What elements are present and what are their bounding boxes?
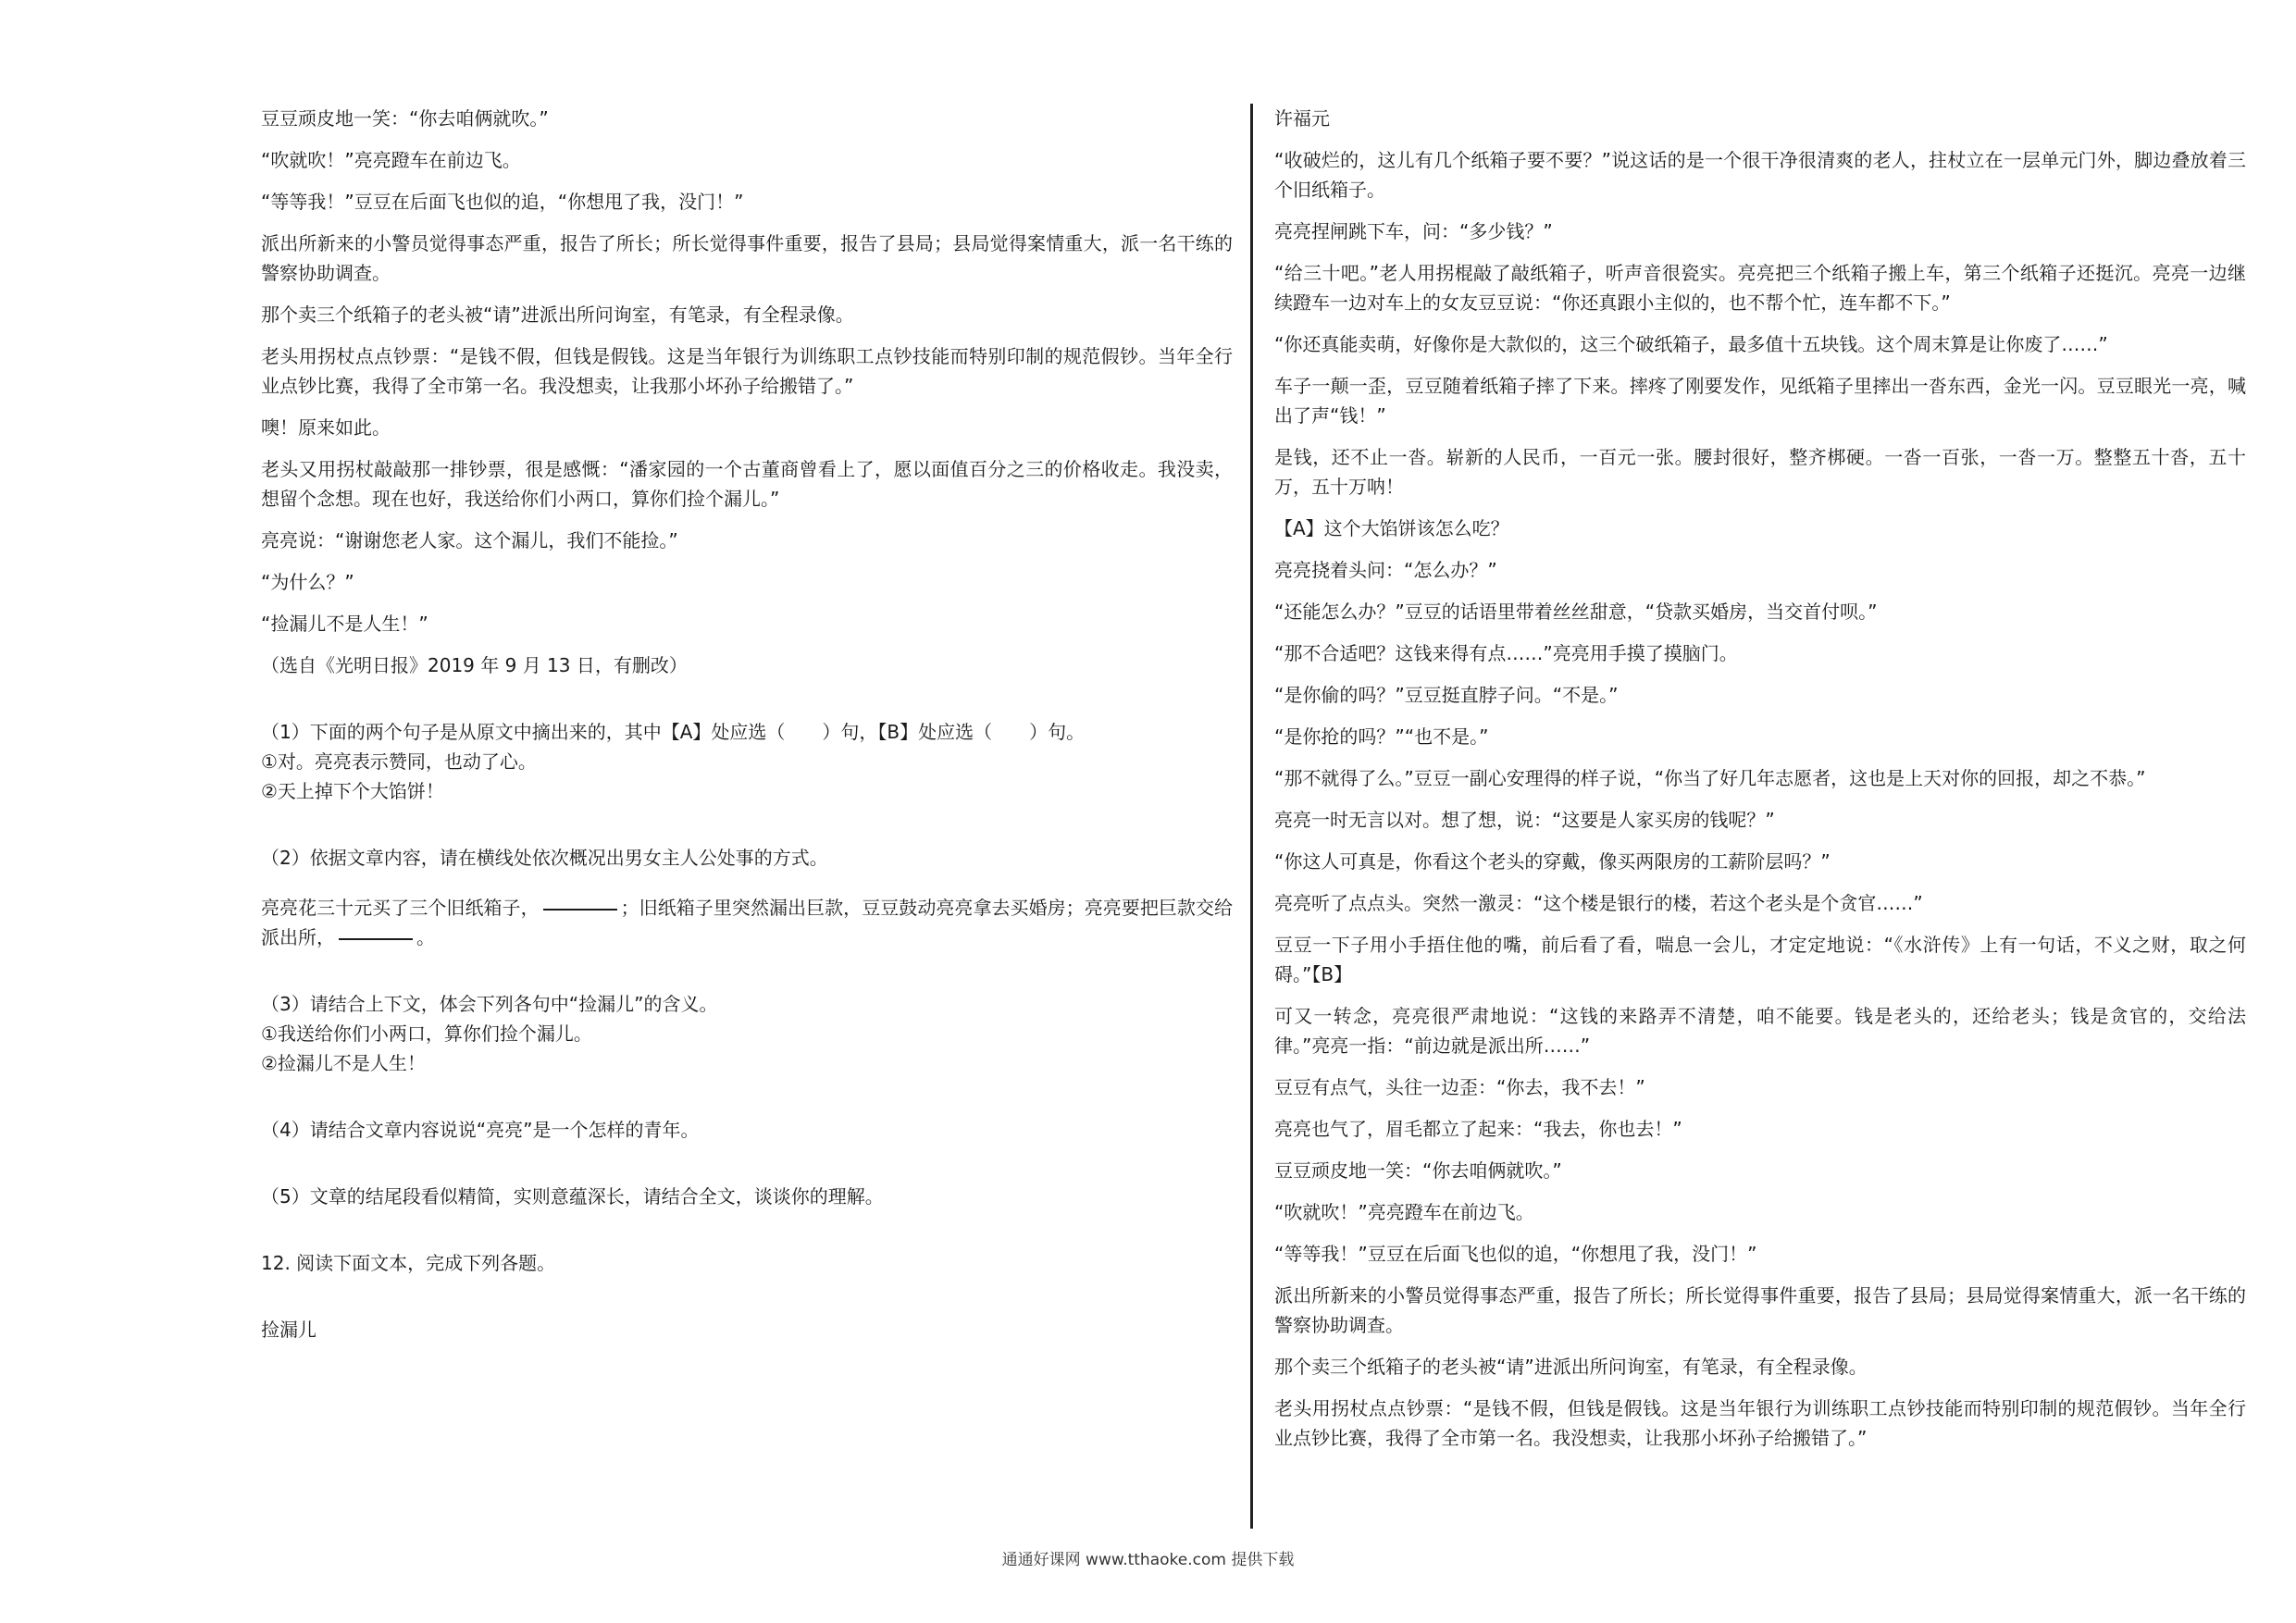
option: ②天上掉下个大馅饼！ bbox=[261, 780, 444, 802]
paragraph: 豆豆一下子用小手捂住他的嘴，前后看了看，喘息一会儿，才定定地说：“《水浒传》上有一句话，不义之财，取之何碍。”【B】 bbox=[1274, 934, 2246, 985]
article-title: 捡漏儿 bbox=[261, 1319, 316, 1341]
paragraph: 车子一颠一歪，豆豆随着纸箱子摔了下来。摔疼了刚要发作，见纸箱子里摔出一沓东西，金光一闪。豆豆眼光一亮，喊出了声“钱！” bbox=[1274, 375, 2246, 427]
paragraph: “给三十吧。”老人用拐棍敲了敲纸箱子，听声音很瓷实。亮亮把三个纸箱子搬上车，第三个纸箱子还挺沉。亮亮一边继续蹬车一边对车上的女友豆豆说：“你还真跟小主似的，也不帮个忙，连车都不下。” bbox=[1274, 262, 2246, 314]
question-stem: （2）依据文章内容，请在横线处依次概况出男女主人公处事的方式。 bbox=[261, 847, 828, 869]
answer-blank[interactable] bbox=[543, 908, 617, 911]
answer-blank[interactable] bbox=[339, 937, 413, 940]
paragraph: “那不合适吧？这钱来得有点……”亮亮用手摸了摸脑门。 bbox=[1274, 642, 1738, 664]
question-2 bbox=[261, 843, 1233, 952]
paragraph: 老头用拐杖点点钞票：“是钱不假，但钱是假钱。这是当年银行为训练职工点钞技能而特别印制的规范假钞。当年全行业点钞比赛，我得了全市第一名。我没想卖，让我那小坏孙子给搬错了。” bbox=[1274, 1397, 2246, 1449]
author: 许福元 bbox=[1274, 107, 1330, 130]
paragraph: “吹就吹！”亮亮蹬车在前边飞。 bbox=[1274, 1201, 1534, 1223]
right-column bbox=[1274, 104, 2246, 1465]
paragraph: 豆豆有点气，头往一边歪：“你去，我不去！” bbox=[1274, 1076, 1645, 1098]
article-title-block bbox=[261, 1315, 1233, 1344]
paragraph: 派出所新来的小警员觉得事态严重，报告了所长；所长觉得事件重要，报告了县局；县局觉得案情重大，派一名干练的警察协助调查。 bbox=[1274, 1284, 2246, 1336]
paragraph: “是你偷的吗？”豆豆挺直脖子问。“不是。” bbox=[1274, 684, 1619, 706]
option: ①我送给你们小两口，算你们捡个漏儿。 bbox=[261, 1022, 592, 1045]
fill-text-b: ；旧纸箱子里突然漏出巨款，豆豆鼓动亮亮拿去买婚房；亮亮要把巨款交给派出所， bbox=[261, 897, 1234, 948]
source-citation: （选自《光明日报》2019 年 9 月 13 日，有删改） bbox=[261, 654, 688, 676]
option: ①对。亮亮表示赞同，也动了心。 bbox=[261, 750, 537, 773]
paragraph: 派出所新来的小警员觉得事态严重，报告了所长；所长觉得事件重要，报告了县局；县局觉得案情重大，派一名干练的警察协助调查。 bbox=[261, 232, 1233, 284]
fill-in-text bbox=[261, 893, 1233, 952]
question-stem: （3）请结合上下文，体会下列各句中“捡漏儿”的含义。 bbox=[261, 993, 718, 1015]
paragraph: “捡漏儿不是人生！” bbox=[261, 613, 428, 635]
paragraph: 噢！原来如此。 bbox=[261, 416, 391, 439]
question-12 bbox=[261, 1248, 1233, 1278]
left-column bbox=[261, 104, 1233, 1344]
option: ②捡漏儿不是人生！ bbox=[261, 1052, 426, 1074]
paragraph: 老头又用拐杖敲敲那一排钞票，很是感慨：“潘家园的一个古董商曾看上了，愿以面值百分之三的价格收走。我没卖，想留个念想。现在也好，我送给你们小两口，算你们捡个漏儿。” bbox=[261, 458, 1233, 510]
question-stem: （5）文章的结尾段看似精简，实则意蕴深长，请结合全文，谈谈你的理解。 bbox=[261, 1185, 884, 1208]
paragraph: 亮亮一时无言以对。想了想，说：“这要是人家买房的钱呢？” bbox=[1274, 809, 1775, 831]
paragraph: “你这人可真是，你看这个老头的穿戴，像买两限房的工薪阶层吗？” bbox=[1274, 850, 1831, 873]
paragraph: 亮亮捏闸跳下车，问：“多少钱？” bbox=[1274, 220, 1553, 242]
paragraph: 亮亮挠着头问：“怎么办？” bbox=[1274, 559, 1497, 581]
question-stem: （4）请结合文章内容说说“亮亮”是一个怎样的青年。 bbox=[261, 1119, 700, 1141]
paragraph: 亮亮说：“谢谢您老人家。这个漏儿，我们不能捡。” bbox=[261, 529, 678, 551]
paragraph: 是钱，还不止一沓。崭新的人民币，一百元一张。腰封很好，整齐梆硬。一沓一百张，一沓一万。整整五十沓，五十万，五十万呐！ bbox=[1274, 446, 2246, 498]
fill-text-a: 亮亮花三十元买了三个旧纸箱子， bbox=[261, 897, 540, 919]
paragraph: 豆豆顽皮地一笑：“你去咱俩就吹。” bbox=[261, 107, 549, 130]
question-stem: （1）下面的两个句子是从原文中摘出来的，其中【A】处应选（ ）句，【B】处应选（ ）句。 bbox=[261, 721, 1086, 743]
paragraph: “那不就得了么。”豆豆一副心安理得的样子说，“你当了好几年志愿者，这也是上天对你的回报，却之不恭。” bbox=[1274, 767, 2146, 789]
column-divider bbox=[1250, 104, 1253, 1529]
paragraph: 那个卖三个纸箱子的老头被“请”进派出所问询室，有笔录，有全程录像。 bbox=[1274, 1356, 1868, 1378]
footer-watermark: 通通好课网 www.tthaoke.com 提供下载 bbox=[1001, 1551, 1295, 1569]
paragraph: “等等我！”豆豆在后面飞也似的追，“你想甩了我，没门！” bbox=[261, 191, 744, 213]
question-5 bbox=[261, 1182, 1233, 1211]
paragraph: “吹就吹！”亮亮蹬车在前边飞。 bbox=[261, 149, 521, 171]
paragraph: 亮亮听了点点头。突然一激灵：“这个楼是银行的楼，若这个老头是个贪官……” bbox=[1274, 892, 1923, 914]
paragraph: “还能怎么办？”豆豆的话语里带着丝丝甜意，“贷款买婚房，当交首付呗。” bbox=[1274, 601, 1878, 623]
paragraph: 老头用拐杖点点钞票：“是钱不假，但钱是假钱。这是当年银行为训练职工点钞技能而特别印制的规范假钞。当年全行业点钞比赛，我得了全市第一名。我没想卖，让我那小坏孙子给搬错了。” bbox=[261, 345, 1233, 397]
paragraph: “是你抢的吗？”“也不是。” bbox=[1274, 725, 1489, 748]
paragraph: “等等我！”豆豆在后面飞也似的追，“你想甩了我，没门！” bbox=[1274, 1243, 1757, 1265]
question-3 bbox=[261, 989, 1233, 1078]
paragraph: 那个卖三个纸箱子的老头被“请”进派出所问询室，有笔录，有全程录像。 bbox=[261, 304, 854, 326]
paragraph: 【A】这个大馅饼该怎么吃？ bbox=[1274, 517, 1509, 539]
paragraph: “收破烂的，这儿有几个纸箱子要不要？”说这话的是一个很干净很清爽的老人，拄杖立在一层单元门外，脚边叠放着三个旧纸箱子。 bbox=[1274, 149, 2246, 201]
paragraph: “为什么？” bbox=[261, 571, 354, 593]
paragraph: 豆豆顽皮地一笑：“你去咱俩就吹。” bbox=[1274, 1159, 1562, 1182]
paragraph: “你还真能卖萌，好像你是大款似的，这三个破纸箱子，最多值十五块钱。这个周末算是让你废了……” bbox=[1274, 333, 2108, 355]
fill-text-c: 。 bbox=[416, 926, 435, 948]
paragraph: 可又一转念，亮亮很严肃地说：“这钱的来路弄不清楚，咱不能要。钱是老头的，还给老头；钱是贪官的，交给法律。”亮亮一指：“前边就是派出所……” bbox=[1274, 1005, 2246, 1057]
paragraph: 亮亮也气了，眉毛都立了起来：“我去，你也去！” bbox=[1274, 1118, 1682, 1140]
question-stem: 12. 阅读下面文本，完成下列各题。 bbox=[261, 1252, 556, 1274]
question-1 bbox=[261, 717, 1233, 806]
question-4 bbox=[261, 1115, 1233, 1145]
